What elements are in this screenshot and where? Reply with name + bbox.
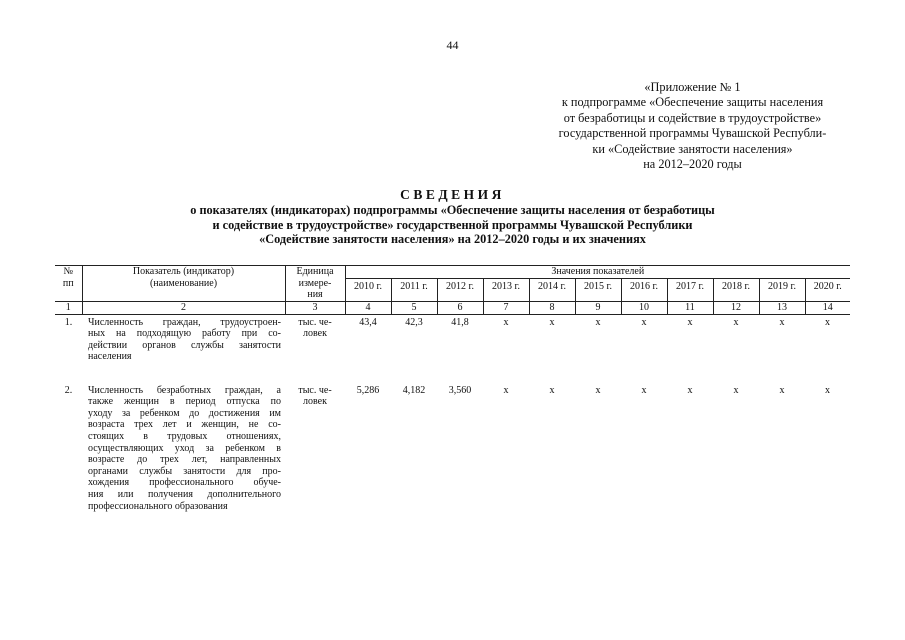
column-number: 4 — [345, 302, 391, 315]
row-indicator: Численность безработных граждан, а также женщин в период отпуска по уходу за ребенком до достижения им возраста трех лет и женщин, не со- стоящих в трудовых отношениях, осуществляющих уход за ребенком в возрасте до трех лет, направленных органами службы занятости для про- хождения профессионального обуче- ния или получения дополнительного профессионального образования — [88, 384, 281, 512]
row-value: 43,4 — [359, 316, 377, 328]
column-number: 12 — [713, 302, 759, 315]
header-year: 2019 г. — [759, 279, 805, 302]
row-value: x — [779, 384, 785, 396]
header-year: 2011 г. — [391, 279, 437, 302]
subtitle-line: о показателях (индикаторах) подпрограммы «Обеспечение защиты населения от безработицы — [190, 203, 715, 217]
column-number: 2 — [82, 302, 285, 315]
appendix-line: «Приложение № 1 — [644, 80, 741, 94]
row-value: x — [779, 316, 785, 328]
appendix-line: на 2012–2020 годы — [643, 157, 742, 172]
header-values-group: Значения показателей — [345, 266, 850, 279]
table-row — [55, 314, 850, 383]
row-value: 5,286 — [356, 384, 380, 396]
column-number: 8 — [529, 302, 575, 315]
row-value: x — [549, 384, 555, 396]
column-number: 1 — [55, 302, 82, 315]
row-value: x — [595, 384, 601, 396]
column-number: 3 — [285, 302, 345, 315]
row-value: x — [687, 316, 693, 328]
table-row — [55, 383, 850, 535]
header-indicator: Показатель (индикатор) (наименование) — [82, 266, 285, 302]
appendix-line: государственной программы Чувашской Республи- — [558, 126, 827, 141]
column-number: 7 — [483, 302, 529, 315]
row-value: x — [641, 384, 647, 396]
row-value: x — [733, 384, 739, 396]
header-year: 2010 г. — [345, 279, 391, 302]
document-heading — [0, 187, 905, 247]
indicators-table — [55, 265, 850, 535]
appendix-line: к подпрограмме «Обеспечение защиты населения — [561, 95, 824, 110]
row-value: x — [641, 316, 647, 328]
header-year: 2015 г. — [575, 279, 621, 302]
row-unit: тыс. че- ловек — [298, 384, 332, 408]
row-number: 1. — [64, 316, 73, 328]
header-year: 2016 г. — [621, 279, 667, 302]
column-number: 11 — [667, 302, 713, 315]
header-year: 2012 г. — [437, 279, 483, 302]
row-value: 4,182 — [402, 384, 426, 396]
row-value: x — [549, 316, 555, 328]
row-value: x — [733, 316, 739, 328]
header-year: 2020 г. — [813, 281, 842, 292]
row-value: x — [687, 384, 693, 396]
header-unit: Единица измере- ния — [285, 266, 345, 302]
row-value: 42,3 — [405, 316, 423, 328]
document-subtitle — [0, 203, 905, 247]
row-value: x — [825, 316, 831, 328]
row-unit: тыс. че- ловек — [298, 316, 332, 340]
appendix-line: от безработицы и содействие в трудоустройстве» — [563, 110, 822, 125]
column-number: 10 — [621, 302, 667, 315]
subtitle-line: «Содействие занятости населения» на 2012–2020 годы и их значениях — [259, 232, 646, 247]
subtitle-line: и содействие в трудоустройстве» государственной программы Чувашской Республики — [212, 217, 693, 232]
row-value: 3,560 — [448, 384, 472, 396]
row-value: x — [595, 316, 601, 328]
column-numbers-row — [55, 302, 850, 315]
appendix-line: ки «Содействие занятости населения» — [592, 141, 793, 156]
column-number: 6 — [437, 302, 483, 315]
column-number: 9 — [575, 302, 621, 315]
row-number: 2. — [64, 384, 73, 396]
appendix-note — [520, 80, 865, 172]
column-number: 13 — [759, 302, 805, 315]
header-year: 2014 г. — [529, 279, 575, 302]
column-number: 14 — [805, 302, 850, 315]
header-no: № пп — [55, 266, 82, 302]
column-number: 5 — [391, 302, 437, 315]
header-year: 2013 г. — [483, 279, 529, 302]
row-value: 41,8 — [451, 316, 469, 328]
header-year: 2018 г. — [713, 279, 759, 302]
row-value: x — [503, 316, 509, 328]
page-number: 44 — [446, 38, 459, 52]
document-title: СВЕДЕНИЯ — [400, 187, 505, 202]
row-value: x — [503, 384, 509, 396]
header-year: 2017 г. — [667, 279, 713, 302]
row-value: x — [825, 384, 831, 396]
row-indicator: Численность граждан, трудоустроен- ных на подходящую работу при со- действии органов службы занятости населения — [88, 316, 281, 363]
